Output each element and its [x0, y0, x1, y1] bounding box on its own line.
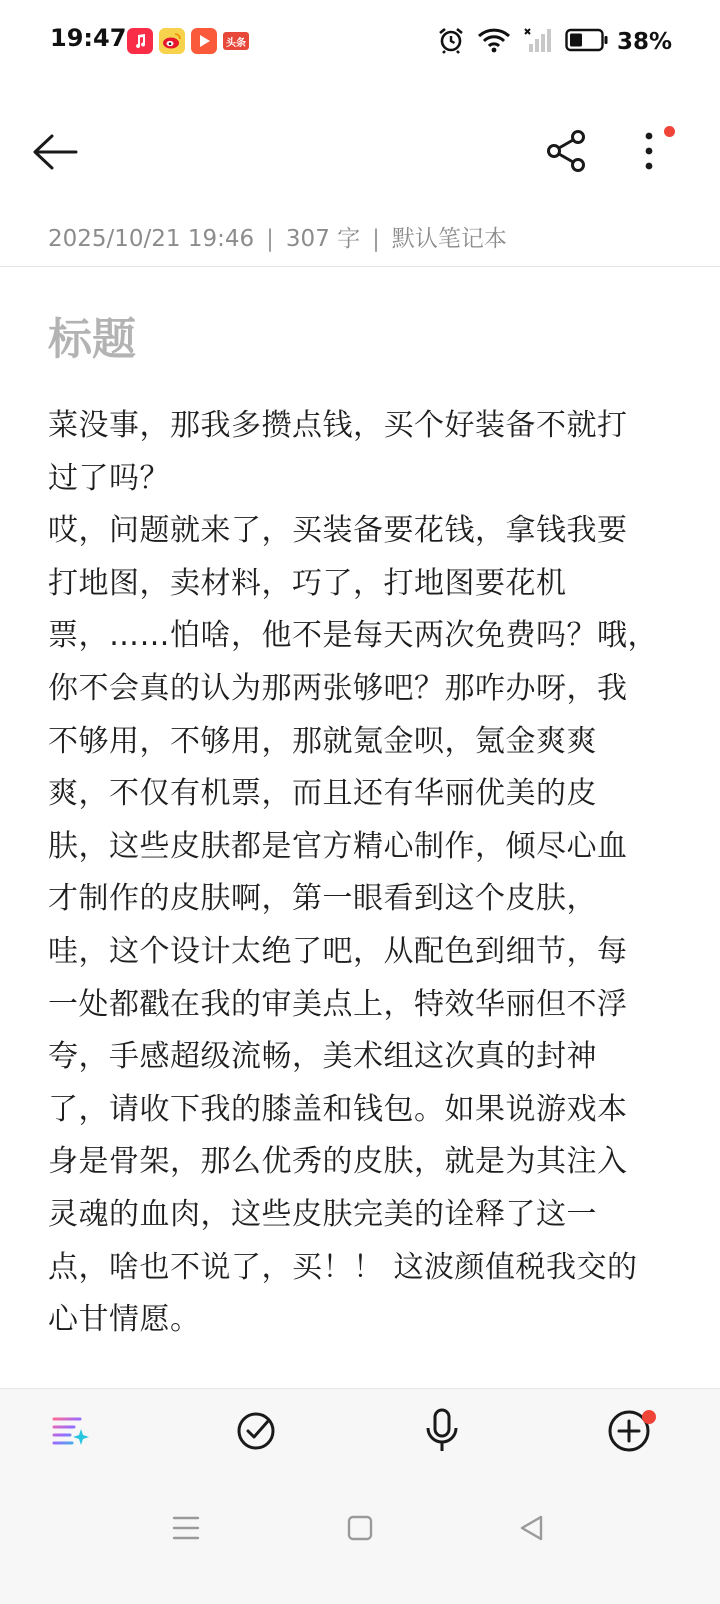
system-indicators: [437, 26, 672, 58]
note-meta: [48, 220, 507, 253]
battery-percent: 38%: [616, 29, 672, 55]
body-line: 不够用，不够用，那就氪金呗，氪金爽爽: [48, 723, 597, 759]
more-options-button[interactable]: [636, 128, 666, 174]
body-line: 票，……怕啥，他不是每天两次免费吗？哦，: [48, 618, 658, 654]
body-line: 你不会真的认为那两张够吧？那咋办呀，我: [48, 670, 628, 706]
note-title-input[interactable]: 标题: [48, 314, 136, 365]
body-line: 才制作的皮肤啊，第一眼看到这个皮肤，: [48, 881, 597, 917]
alarm-icon: [437, 26, 465, 58]
body-line: 身是骨架，那么优秀的皮肤，就是为其注入: [48, 1144, 628, 1180]
meta-separator: |: [372, 226, 380, 252]
system-nav-bar: [0, 1484, 720, 1604]
battery-icon: [565, 28, 609, 56]
note-date: 2025/10/21 19:46: [48, 226, 255, 252]
body-line: 一处都戳在我的审美点上，特效华丽但不浮: [48, 986, 628, 1022]
notification-apps: [127, 28, 249, 54]
status-bar: [0, 0, 720, 84]
checklist-button[interactable]: [232, 1409, 280, 1457]
body-line: 了，请收下我的膝盖和钱包。如果说游戏本: [48, 1091, 628, 1127]
body-line: 肤，这些皮肤都是官方精心制作，倾尽心血: [48, 828, 628, 864]
back-nav-icon: [518, 1514, 546, 1546]
weibo-app-icon: [159, 28, 185, 54]
wifi-icon: [477, 27, 511, 57]
body-line: 哎，问题就来了，买装备要花钱，拿钱我要: [48, 513, 628, 549]
editor-toolbar: [0, 1388, 720, 1485]
note-body-editor[interactable]: [48, 400, 658, 1347]
video-app-icon: [191, 28, 217, 54]
cellular-signal-icon: [523, 26, 553, 58]
body-line: 过了吗？: [48, 460, 170, 496]
body-line: 心甘情愿。: [48, 1302, 201, 1338]
menu-nav-icon: [171, 1515, 201, 1545]
arrow-left-icon: [30, 159, 80, 178]
back-nav-button[interactable]: [512, 1510, 552, 1550]
meta-separator: |: [266, 226, 274, 252]
music-app-icon: [127, 28, 153, 54]
clock: 19:47: [50, 24, 127, 52]
microphone-icon: [422, 1408, 462, 1458]
body-line: 哇，这个设计太绝了吧，从配色到细节，每: [48, 933, 628, 969]
word-count: 307 字: [285, 226, 361, 252]
home-nav-button[interactable]: [340, 1510, 380, 1550]
ai-format-icon: [50, 1411, 90, 1455]
ai-format-button[interactable]: [46, 1409, 94, 1457]
back-button[interactable]: [30, 130, 80, 174]
home-nav-icon: [346, 1514, 374, 1546]
voice-input-button[interactable]: [418, 1409, 466, 1457]
share-button[interactable]: [544, 128, 590, 174]
body-line: 打地图，卖材料，巧了，打地图要花机: [48, 565, 567, 601]
body-line: 爽，不仅有机票，而且还有华丽优美的皮: [48, 776, 597, 812]
notification-dot: [642, 1410, 656, 1424]
notification-dot: [664, 126, 675, 137]
body-line: 夸，手感超级流畅，美术组这次真的封神: [48, 1039, 597, 1075]
notebook-selector[interactable]: 默认笔记本: [391, 226, 507, 252]
menu-nav-button[interactable]: [166, 1510, 206, 1550]
more-vertical-icon: [636, 159, 666, 178]
divider: [0, 266, 720, 267]
checklist-icon: [235, 1410, 277, 1456]
body-line: 点，啥也不说了，买！！ 这波颜值税我交的: [48, 1249, 638, 1285]
share-icon: [544, 159, 590, 178]
body-line: 菜没事，那我多攒点钱，买个好装备不就打: [48, 408, 628, 443]
body-line: 灵魂的血肉，这些皮肤完美的诠释了这一: [48, 1196, 597, 1232]
toutiao-app-icon: 头条: [223, 32, 249, 50]
